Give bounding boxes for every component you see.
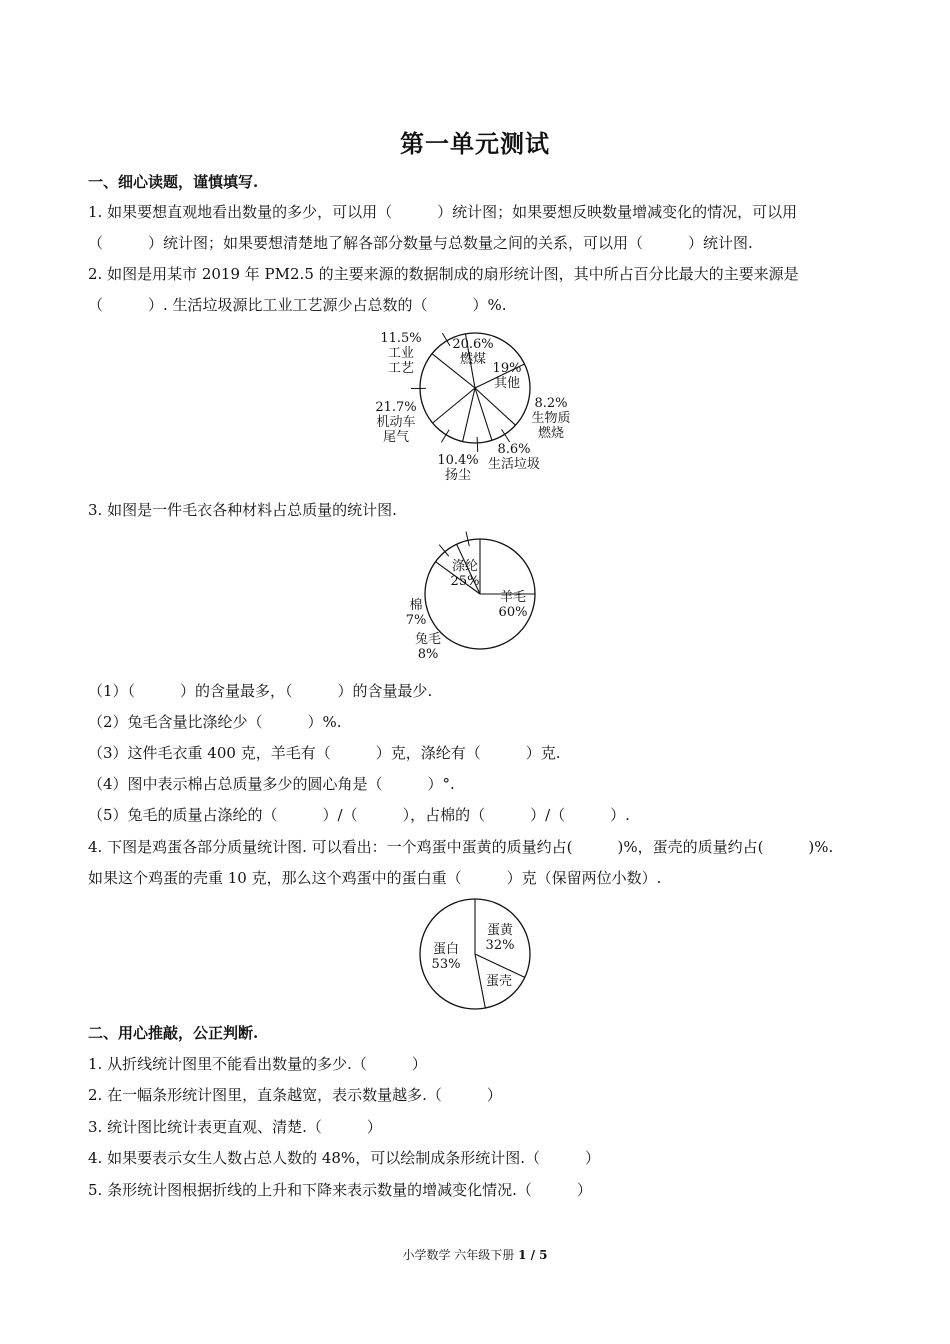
pie-slice-label: 尾气 <box>382 430 410 445</box>
pie-slice-label: 兔毛 <box>414 632 442 647</box>
pie-slice-label: 32% <box>485 938 515 953</box>
pie-slice-label: 工业 <box>387 346 415 361</box>
question-1-line-1: 1. 如果要想直观地看出数量的多少，可以用（ ）统计图；如果要想反映数量增减变化的情况，可以用 <box>88 203 798 221</box>
pie-slice-label: 生物质 <box>531 411 571 426</box>
footer-text: 小学数学 六年级下册 <box>402 1248 519 1262</box>
pie-slice-label: 工艺 <box>387 361 415 376</box>
pie-slice-label: 10.4% <box>437 453 479 468</box>
pie-slice-label: 25% <box>450 574 480 589</box>
pie-slice-label: 21.7% <box>375 400 417 415</box>
section-1-heading: 一、细心读题，谨慎填写. <box>88 173 259 191</box>
pie-slice-label: 棉 <box>409 598 423 613</box>
page-number: 1 / 5 <box>518 1248 548 1262</box>
pie-slice-label: 8.2% <box>534 396 568 411</box>
page-title: 第一单元测试 <box>400 129 550 158</box>
egg-pie-chart <box>410 896 540 1016</box>
question-3-sub-5: （5）兔毛的质量占涤纶的（ ）/（ ），占棉的（ ）/（ ）. <box>88 806 630 824</box>
judgment-item-4: 4. 如果要表示女生人数占总人数的 48%，可以绘制成条形统计图.（ ） <box>88 1149 600 1167</box>
pie-slice-label: 涤纶 <box>451 559 479 574</box>
pie-slice-label: 8% <box>417 647 439 662</box>
pie-slice-label: 其他 <box>493 376 521 391</box>
question-3-sub-1: （1）（ ）的含量最多，（ ）的含量最少. <box>88 682 433 700</box>
judgment-item-2: 2. 在一幅条形统计图里，直条越宽，表示数量越多.（ ） <box>88 1086 502 1104</box>
question-3-sub-2: （2）兔毛含量比涤纶少（ ）%. <box>88 713 342 731</box>
page-footer <box>0 1246 950 1263</box>
pie-slice-label: 蛋壳 <box>485 974 513 989</box>
question-3: 3. 如图是一件毛衣各种材料占总质量的统计图. <box>88 501 397 519</box>
pie-slice-label: 燃煤 <box>459 352 487 367</box>
pie-slice-label: 蛋白 <box>432 942 460 957</box>
question-4-line-1: 4. 下图是鸡蛋各部分质量统计图. 可以看出：一个鸡蛋中蛋黄的质量约占( )%，蛋壳的质量约占( )%. <box>88 838 834 856</box>
pie-leader-line <box>477 437 478 452</box>
pie-slice-label: 机动车 <box>376 415 416 430</box>
question-4-line-2: 如果这个鸡蛋的壳重 10 克，那么这个鸡蛋中的蛋白重（ ）克（保留两位小数）. <box>88 869 662 887</box>
question-3-sub-4: （4）图中表示棉占总质量多少的圆心角是（ ）°. <box>88 775 455 793</box>
sweater-pie-chart <box>395 525 565 670</box>
pie-slice-label: 扬尘 <box>444 468 472 483</box>
judgment-item-3: 3. 统计图比统计表更直观、清楚.（ ） <box>88 1118 382 1136</box>
pie-slice-label: 7% <box>405 613 427 628</box>
pie-slice-label: 蛋黄 <box>486 923 514 938</box>
question-2-line-2: （ ）. 生活垃圾源比工业工艺源少占总数的（ ）%. <box>88 296 507 314</box>
pie-slice-label: 羊毛 <box>499 590 527 605</box>
judgment-item-1: 1. 从折线统计图里不能看出数量的多少.（ ） <box>88 1055 427 1073</box>
pie-slice-label: 8.6% <box>497 442 531 457</box>
question-2-line-1: 2. 如图是用某市 2019 年 PM2.5 的主要来源的数据制成的扇形统计图，其中所占百分比最大的主要来源是 <box>88 265 799 283</box>
section-2-heading: 二、用心推敲，公正判断. <box>88 1024 259 1042</box>
pie-slice-label: 11.5% <box>380 331 422 346</box>
pie-slice-label: 53% <box>431 957 461 972</box>
pie-slice-label: 20.6% <box>452 337 494 352</box>
pie-slice-label: 生活垃圾 <box>487 457 541 472</box>
question-3-sub-3: （3）这件毛衣重 400 克，羊毛有（ ）克，涤纶有（ ）克. <box>88 744 561 762</box>
judgment-item-5: 5. 条形统计图根据折线的上升和下降来表示数量的增减变化情况.（ ） <box>88 1181 592 1199</box>
pie-slice-label: 燃烧 <box>537 426 565 441</box>
pie-slice-label: 19% <box>492 361 522 376</box>
question-1-line-2: （ ）统计图；如果要想清楚地了解各部分数量与总数量之间的关系，可以用（ ）统计图. <box>88 234 753 252</box>
pm25-pie-chart <box>355 322 595 487</box>
pie-slice-label: 60% <box>498 605 528 620</box>
